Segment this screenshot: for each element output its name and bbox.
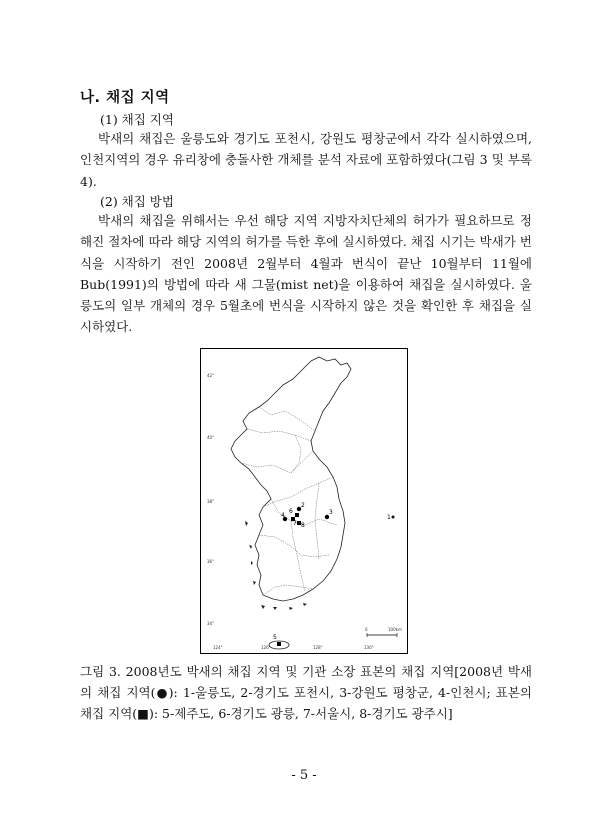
lat-label: 36° xyxy=(207,559,215,564)
korea-map-figure xyxy=(200,348,408,654)
province-boundaries xyxy=(241,407,337,595)
site-label: 2 xyxy=(301,502,305,509)
subsection-title-collection-method: (2) 채집 방법 xyxy=(100,194,174,209)
site-label: 1 xyxy=(387,514,391,521)
paragraph-collection-area-text: 박새의 채집은 울릉도와 경기도 포천시, 강원도 평창군에서 각각 실시하였으며, 인천지역의 경우 유리창에 충돌사한 개체를 분석 자료에 포함하였다(그림 3 및 부록 4). xyxy=(80,131,532,189)
lat-label: 38° xyxy=(207,499,215,504)
paragraph-collection-area xyxy=(80,128,532,192)
paragraph-collection-method-text: 박새의 채집을 위해서는 우선 해당 지역 지방자치단체의 허가가 필요하므로 정해진 절차에 따라 해당 지역의 허가를 득한 후에 실시하였다. 채집 시기는 박새가 번식을 시작하기 전인 2008년 2월부터 4월과 번식이 끝난 10월부터 11월에 Bub(1991)의 방법에 따라 새 그물(mist net)을 이용하여 채집을 실시하였다. 울릉도의 일부 개체의 경우 5월초에 번식을 시작하지 않은 것을 확인한 후 채집을 실시하였다. xyxy=(80,213,532,335)
figure-caption: 그림 3. 2008년도 박새의 채집 지역 및 기관 소장 표본의 채집 지역[2008년 박새의 채집 지역(●): 1-울릉도, 2-경기도 포천시, 3-강원도 평창군, 4-인천시; 표본의 채집 지역(■): 5-제주도, 6-경기도 광릉, 7-서울시, 8-경기도 광주시] xyxy=(80,664,532,721)
lat-label: 42° xyxy=(207,373,215,378)
ulleung-island xyxy=(392,516,395,519)
paragraph-collection-method xyxy=(80,210,532,338)
peninsula-outline xyxy=(231,357,351,601)
site-label: 3 xyxy=(329,509,333,516)
site-label: 5 xyxy=(273,634,277,641)
page-number: - 5 - xyxy=(291,768,317,783)
lon-label: 124° xyxy=(213,645,223,650)
korea-map xyxy=(201,349,406,652)
site-label: 4 xyxy=(281,512,285,519)
site-label: 8 xyxy=(301,522,305,529)
site-label: 6 xyxy=(289,508,293,515)
site-marker-square xyxy=(295,513,299,517)
site-label: 7 xyxy=(293,520,297,527)
lon-label: 126° xyxy=(261,645,271,650)
lon-label: 130° xyxy=(364,645,374,650)
subsection-title-collection-area: (1) 채집 지역 xyxy=(100,112,174,127)
scale-label-start: 0 xyxy=(365,627,368,632)
western-islands xyxy=(245,521,307,610)
section-heading: 나. 채집 지역 xyxy=(80,90,170,106)
lat-label: 34° xyxy=(207,621,215,626)
scale-label-end: 100km xyxy=(388,627,402,632)
site-marker-square xyxy=(277,642,281,646)
lat-label: 40° xyxy=(207,435,215,440)
lon-label: 128° xyxy=(313,645,323,650)
